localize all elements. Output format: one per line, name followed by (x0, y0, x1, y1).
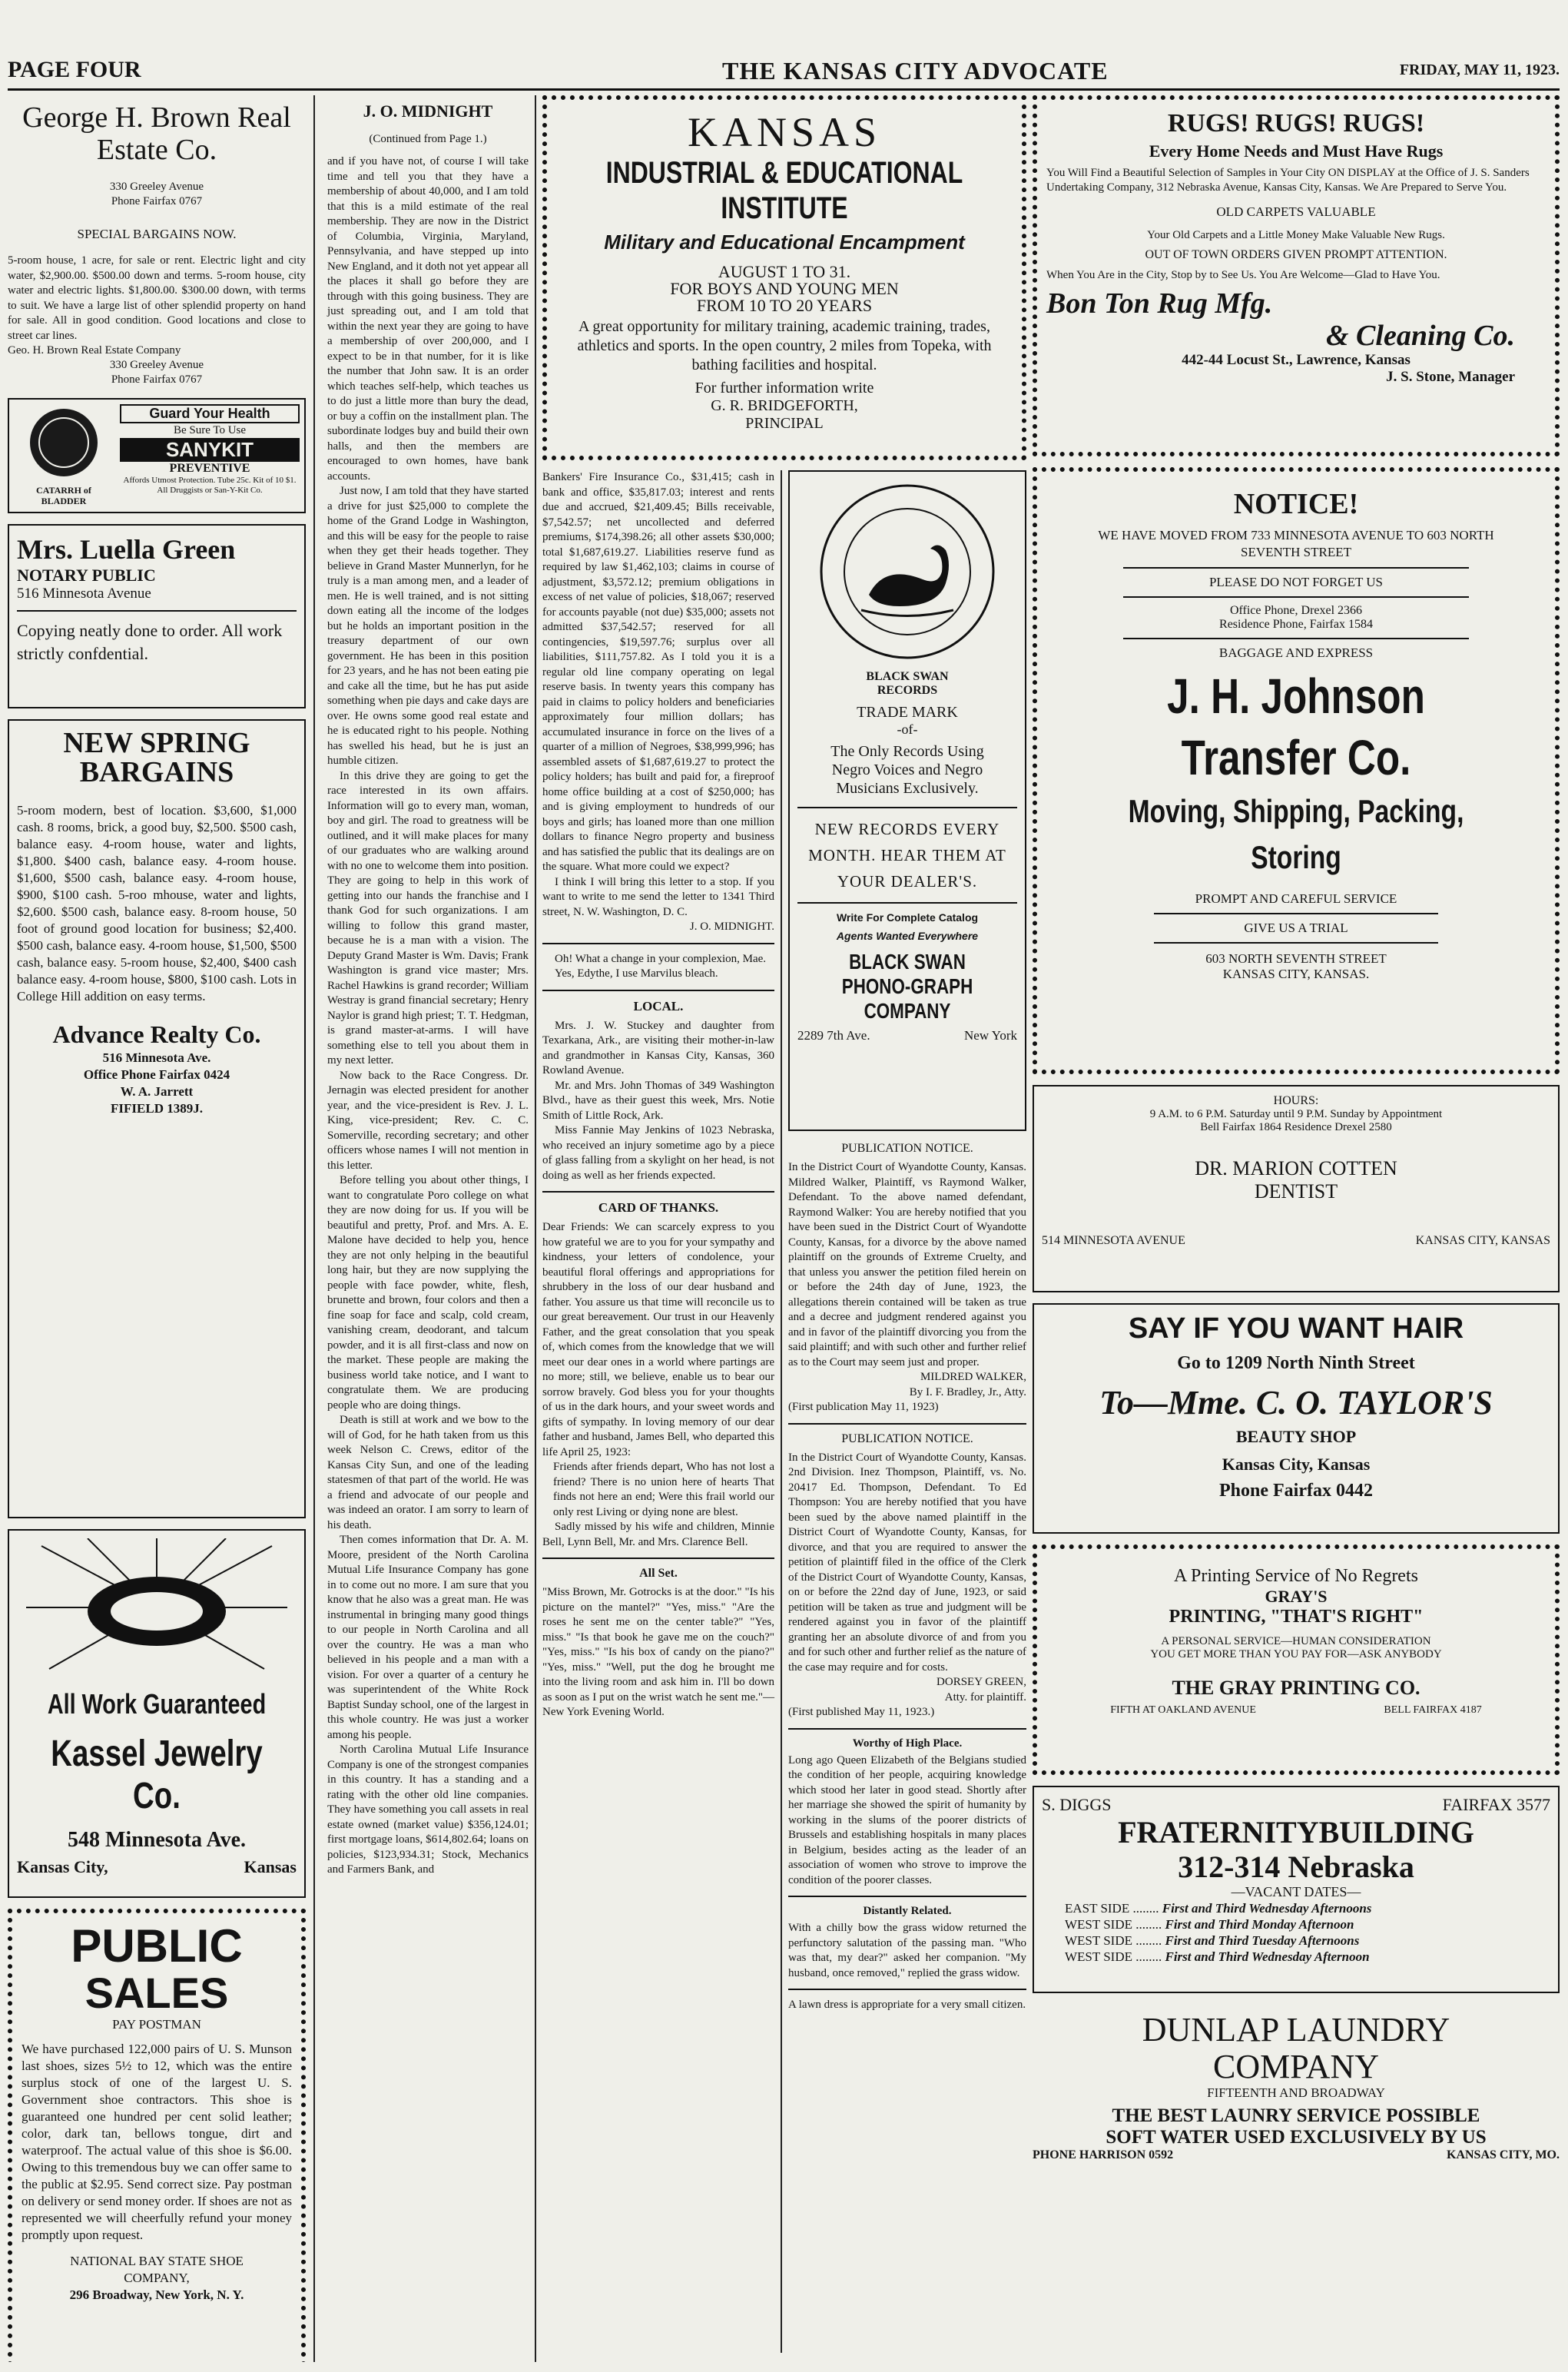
green-notary-ad (8, 524, 306, 708)
rugs-addr: 442-44 Locust St., Lawrence, Kansas (1182, 352, 1411, 368)
dunlap-title-2: COMPANY (1212, 2048, 1379, 2085)
notice-addr-2: KANSAS CITY, KANSAS. (1222, 967, 1370, 981)
brown-special: SPECIAL BARGAINS NOW. (77, 227, 237, 241)
gray-line-5: YOU GET MORE THAN YOU PAY FOR—ASK ANYBODY (1150, 1648, 1442, 1660)
local-p3: Miss Fannie May Jenkins of 1023 Nebraska, who received an injury sometime ago by a piece of glass falling from a skylight on her head, is not doing as well as her friends expected. (542, 1124, 774, 1182)
bankers-yes: Yes, Edythe, I use Marvilus bleach. (555, 967, 718, 980)
cotten-addr-1: 514 MINNESOTA AVENUE (1042, 1234, 1185, 1247)
swan-addr-2: New York (964, 1028, 1017, 1043)
dunlap-line-1: THE BEST LAUNRY SERVICE POSSIBLE (1112, 2105, 1480, 2126)
institute-sub-2: Military and Educational Encampment (604, 231, 965, 254)
gray-line-4: A PERSONAL SERVICE—HUMAN CONSIDERATION (1161, 1635, 1431, 1647)
midnight-body-6: Death is still at work and we bow to the will of God, for he hath taken from us this week Nelson C. Crews, editor of the Kansas City Sun, and one of the leading statesmen of that part of the world. He was a friend and advocate of our people and was indeed an orator. I am sorry to learn of his death. (327, 1414, 529, 1531)
institute-further: For further information write (694, 380, 874, 396)
midnight-body-5: Before telling you about other things, I want to congratulate Poro college on what they are now doing for us. If you will be beautiful and pretty, Prof. and Mrs. A. E. Malone have decided to help you, hence they are not only helping in the beautiful long hair, but they are now supplying the people with face powder, white, flesh, brunette and brown, four colors and then a fine soap for face and scalp, cold cream, vanishing cream, deodorant, and talcum powder, and it is all first-class and now on the market. These people are making the business world take notice, and I want to congratulate them. We are producing people who are doing things. (327, 1174, 529, 1412)
spring-title-2: BARGAINS (79, 756, 234, 788)
column-3-right (788, 470, 1026, 2353)
worthy-body: Long ago Queen Elizabeth of the Belgians studied the condition of her people, acquiring knowledge which stood her later in good stead. Shortly after her marriage she showed the spirit of humanity by working in the slums of the poorer districts of Brussels and establishing hospitals in many places in Belgium, besides acting as the leader of an association of women who strove to improve the condition of the poorer classes. (788, 1753, 1026, 1886)
rugs-ad (1033, 95, 1560, 456)
gray-line-1: A Printing Service of No Regrets (1174, 1566, 1418, 1586)
issue-date: FRIDAY, MAY 11, 1923. (1399, 61, 1560, 78)
sanykit-catarrh: CATARRH of BLADDER (36, 485, 91, 506)
institute-for: FOR BOYS AND YOUNG MEN (670, 279, 899, 298)
midnight-body-8: North Carolina Mutual Life Insurance Company is one of the strongest companies in this country. It has a standing and a rating with the other old line companies. They have something you call assets in real estate owned (market value) $356,124.01; first mortgage loans, $614,802.64; loans on policies, $123,934.31; Stock, Mechanics and Farmers Bank, and (327, 1743, 529, 1876)
spring-bargains-ad (8, 719, 306, 1518)
thanks-sign: Sadly missed by his wife and children, Minnie Bell, Lynn Bell, Mr. and Mrs. Clarence Bell. (542, 1521, 774, 1548)
pub1-atty: By I. F. Bradley, Jr., Atty. (909, 1385, 1026, 1398)
hair-city: Kansas City, Kansas (1222, 1455, 1371, 1474)
sales-title-2: SALES (85, 1969, 229, 2017)
column-4 (1033, 95, 1560, 2362)
kassel-guarantee: All Work Guaranteed (47, 1688, 267, 1720)
allset-title: All Set. (639, 1567, 678, 1580)
kansas-institute-ad (542, 95, 1026, 460)
swan-desc: The Only Records Using Negro Voices and Negro Musicians Exclusively. (830, 743, 984, 797)
notice-forget: PLEASE DO NOT FORGET US (1208, 575, 1384, 589)
bankers-oh: Oh! What a change in your complexion, Mae. (555, 952, 767, 965)
notice-moved: WE HAVE MOVED FROM 733 MINNESOTA AVENUE TO 603 NORTH SEVENTH STREET (1098, 528, 1494, 559)
kassel-jewelry-ad (8, 1529, 306, 1898)
column-1 (8, 95, 315, 2362)
allset-body: "Miss Brown, Mr. Gotrocks is at the door." "Is his picture on the mantel?" "Yes, miss." "Are the roses he sent me on the center table?" "Yes, miss." "Is that book he gave me on the couch?" "Yes, miss." "Is his box of candy on the piano?" "Yes, miss." "Well, put the dog he brought me into the living room and ask him in. I'll bo down as soon as I put on the wrist watch he sent me."—New York Evening World. (542, 1586, 774, 1718)
hair-title: SAY IF YOU WANT HAIR (1128, 1312, 1464, 1345)
spring-r2: Office Phone Fairfax 0424 (83, 1067, 230, 1082)
pub2-atty: Atty. for plaintiff. (944, 1690, 1026, 1704)
hair-shop: BEAUTY SHOP (1235, 1427, 1357, 1446)
notice-office: Office Phone, Drexel 2366 (1229, 604, 1363, 617)
swan-of: -of- (897, 722, 918, 737)
hair-to: To—Mme. C. O. TAYLOR'S (1099, 1384, 1493, 1422)
local-p1: Mrs. J. W. Stuckey and daughter from Texarkana, Ark., are visiting their mother-in-law and grandmother in Kansas City, Kansas, 360 Rowland Avenue. (542, 1019, 774, 1077)
paper-title: THE KANSAS CITY ADVOCATE (722, 57, 1109, 85)
swan-agents: Agents Wanted Everywhere (836, 930, 979, 942)
frat-rows (1042, 1900, 1550, 1965)
brown-body: 5-room house, 1 acre, for sale or rent. Electric light and city water, $2,900.00. $500.00 down and terms. 5-room house, city water and electric lights. $1,800.00. $300.00 down, with terms to suit. We have a large list of other splendid property on hand for sale. All in good condition. Good locations and close to street car lines. (8, 254, 306, 342)
sales-body: We have purchased 122,000 pairs of U. S. Munson last shoes, sizes 5½ to 12, which was the entire surplus stock of one of the largest U. S. Government shoe contractors. This shoe is guaranteed one hundred per cent solid leather; color, dark tan, bellows tongue, dirt and waterproof. The actual value of this shoe is $6.00. Owing to this tremendous buy we can offer same to the public at $2.95. Send correct size. Pay postman on delivery or send money order. If shoes are not as represented we will cheerfully refund your money promptly upon request. (22, 2042, 292, 2242)
black-swan-logo-icon (807, 479, 1007, 664)
spring-r3: W. A. Jarrett (120, 1084, 194, 1099)
rugs-your: Your Old Carpets and a Little Money Make Valuable New Rugs. (1147, 229, 1445, 241)
frat-row: EAST SIDE ........ First and Third Wednesday Afternoons (1065, 1901, 1372, 1916)
dunlap-city: KANSAS CITY, MO. (1447, 2148, 1560, 2161)
brown-sig3: Phone Fairfax 0767 (111, 373, 203, 386)
midnight-body-1: and if you have not, of course I will take time and tell you that they have a membership of about 40,000, and I am told that this is a mild estimate of the real membership. They are now in the District of Columbia, Virginia, Maryland, Pennsylvania, and have stepped up into New England, and it doth not yet appear all the places it shall go before they are through with this going business. They are just spreading out, and I am told that within the next year they are going to have a membership of over 200,000, and I expect to be in that number, for it is like the number that John saw. It is an order which teaches self-help, which teaches us to do just a little more than bury the dead, or buy a coffin on the installment plan. The subordinate lodges buy and build their own halls, and then the members are encouraged to own homes, have bank accounts. (327, 155, 529, 483)
local-p2: Mr. and Mrs. John Thomas of 349 Washington Blvd., have as their guest this week, Mrs. Notie Smith of Little Rock, Ark. (542, 1079, 774, 1122)
pub1-body: In the District Court of Wyandotte County, Kansas. Mildred Walker, Plaintiff, vs Raymond Walker, Defendant. To the above named defendant, Raymond Walker: You are hereby notified that you have been sued in the District Court of Wyandotte County, Kansas, for a divorce by the above named plaintiff on the grounds of Extreme Cruelty, and that unless you answer the petition filed herein on or before the 24th day of June, 1923, the allegations therein contained will be taken as true and a decree and judgment rendered against you and in favor of the plaintiff divorcing you from the said plaintiff; and with such other and further relief as to the Court may seem just and proper. (788, 1161, 1026, 1368)
notice-prompt: PROMPT AND CAREFUL SERVICE (1195, 891, 1397, 906)
frat-vacant: —VACANT DATES— (1231, 1884, 1361, 1899)
spring-realty: Advance Realty Co. (52, 1020, 261, 1048)
cotten-addr-2: KANSAS CITY, KANSAS (1415, 1234, 1550, 1247)
frat-row: WEST SIDE ........ First and Third Monday Afternoon (1065, 1917, 1354, 1932)
midnight-body-3: In this drive they are going to get the race interested in its own affairs. Information will go to every man, woman, boy and girl. The road to greatness will be outlined, and it will make places for many of our graduates who are walking around with no one to welcome them into position. They are going to help in this work of getting into our hands the franchise and I thank God for such organizations. I am willing to follow this grand master, because he is a man with a vision. The Deputy Grand Master is Wm. Davis; Frank Washington is grand vice master; Mrs. Rachel Hawkins is grand recorder; William Westray is grand financial secretary; Henry Naylor is grand high priest; T. T. Hedgman, is grand master-at-arms. I will have something else to tell you about them in my next letter. (327, 769, 529, 1067)
rugs-sub: Every Home Needs and Must Have Rugs (1149, 141, 1444, 161)
dunlap-laundry-ad (1033, 2004, 1560, 2181)
swan-company: BLACK SWAN PHONO-GRAPH COMPANY (841, 950, 973, 1023)
dunlap-phone: PHONE HARRISON 0592 (1033, 2148, 1174, 2161)
kassel-name: Kassel Jewelry Co. (51, 1733, 263, 1816)
cotten-hours: HOURS: (1273, 1094, 1319, 1107)
rugs-old: OLD CARPETS VALUABLE (1216, 204, 1376, 219)
pub1-sign: MILDRED WALKER, (920, 1371, 1026, 1383)
midnight-body-2: Just now, I am told that they have started a drive for just $25,000 to complete the home of the Grand Lodge in Washington, and this will be easy for the people to raise when they get their heads together. They believe in Grand Master Munnerlyn, for he truly is a man among men, and a leader of men. He is well trained, and is not sitting down eating all the income of the lodges but he holds an important position in the treasury department of our own government. He has been in this position for 23 years, and he has not been eating pie and cake all the time, but he has put aside something when pie days and cake days are over. He owns some good real estate and he is educated right to his people. Nothing has swelled his head, but he is just an humble citizen. (327, 485, 529, 767)
black-swan-ad (788, 470, 1026, 1131)
cotten-line-1: 9 A.M. to 6 P.M. Saturday until 9 P.M. Sunday by Appointment (1149, 1108, 1443, 1120)
bankers-body-2: I think I will bring this letter to a stop. If you want to write to me send the letter to 1341 Third street, N. W. Washington, D. C. (542, 875, 774, 918)
notice-title: NOTICE! (1233, 488, 1359, 520)
sanykit-ad (8, 398, 306, 513)
frat-title: FRATERNITYBUILDING (1118, 1815, 1474, 1849)
swan-label-2: RECORDS (877, 684, 938, 697)
sales-company-2: COMPANY, (124, 2271, 190, 2285)
pub2-title: PUBLICATION NOTICE. (841, 1431, 973, 1445)
swan-addr-1: 2289 7th Ave. (797, 1028, 870, 1043)
sanykit-brand: SANYKIT (120, 438, 300, 462)
midnight-title: J. O. MIDNIGHT (363, 101, 493, 121)
midnight-body-4: Now back to the Race Congress. Dr. Jernagin was elected president for another year, and the vice-president is Rev. J. L. King, vice-president; Rev. C. C. Somerville, recording secretary; and other officers whose names I will not mention in this letter. (327, 1069, 529, 1172)
rugs-name-1: Bon Ton Rug Mfg. (1046, 287, 1273, 320)
bankers-body: Bankers' Fire Insurance Co., $31,415; cash in bank and office, $35,817.03; interest and rents due and accrued, $21,409.45; Bills receivable, $7,542.57; net uncollected and deferred premiums, $174,398.26; all other assets $30,000; total $1,687,619.27. Liabilities reserve fund as required by law $1,462,103; claims in course of adjustment, $3,572.12; premium obligations in excess of net value of policies, $18,067; reserved for accounts payable (not due) $35,000; assets not admitted $37,542.57; reserved for all contingencies, $19,597.76; surplus over all liabilities, $111,757.82. As I told you it is a regular old line company operating on legal reserve basis. In twenty years this company has paid in claims to policy holders and beneficiaries approximately four million dollars; has accumulated insurance in force on the lives of a quarter of a million of Negroes, $38,999,996; has assembled assets of $1,687,619.27 to protect the policy holders; has built and paid for, a fireproof home office building at a cost of $250,000; has and is giving employment to hundreds of our boys and girls; has loaned more than one million dollars to finance Negro property and business and has satisfied the public that its dealings are on the square. What more could we expect? (542, 471, 774, 873)
brown-sig1: Geo. H. Brown Real Estate Company (8, 344, 181, 357)
spring-r1: 516 Minnesota Ave. (102, 1050, 211, 1065)
thanks-poem: Friends after friends depart, Who has not lost a friend? There is no union here of hearts That finds not here an end; Were this frail world our only rest Living or dying none are blest. (553, 1461, 774, 1518)
sanykit-small: Affords Utmost Protection. Tube 25c. Kit of 10 $1. All Druggists or San-Y-Kit Co. (123, 476, 297, 495)
rugs-when: When You Are in the City, Stop by to See Us. You Are Welcome—Glad to Have You. (1046, 269, 1440, 281)
pub1-first: (First publication May 11, 1923) (788, 1401, 939, 1413)
swan-label-1: BLACK SWAN (866, 670, 949, 683)
sales-title-1: PUBLIC (71, 1920, 243, 1972)
sales-address: 296 Broadway, New York, N. Y. (69, 2287, 244, 2302)
gray-printing-ad (1033, 1544, 1560, 1775)
bankers-sign: J. O. MIDNIGHT. (689, 921, 774, 933)
gray-addr-2: BELL FAIRFAX 4187 (1384, 1704, 1482, 1716)
taylor-hair-ad (1033, 1303, 1560, 1534)
frat-left: S. DIGGS (1042, 1795, 1112, 1814)
notice-name: J. H. Johnson Transfer Co. (1167, 668, 1425, 785)
dunlap-sub: FIFTEENTH AND BROADWAY (1207, 2085, 1385, 2100)
hair-go: Go to 1209 North Ninth Street (1177, 1353, 1415, 1373)
rugs-body: You Will Find a Beautiful Selection of Samples in Your City ON DISPLAY at the Office of J. S. Sanders Undertaking Company, 312 Nebraska Avenue, Kansas City, Kansas. We Are Prepared to Serve You. (1046, 167, 1530, 194)
kassel-city-2: Kansas (244, 1857, 297, 1876)
brown-real-estate-ad (8, 101, 306, 387)
green-title: Mrs. Luella Green (17, 534, 236, 565)
swan-new: NEW RECORDS EVERY MONTH. HEAR THEM AT YOUR DEALER'S. (808, 820, 1006, 891)
public-sales-ad (8, 1909, 306, 2362)
distantly-body: With a chilly bow the grass widow returned the perfunctory salutation of the passing man. "Who was that, my dear?" asked her companion. "My husband, once removed," replied the grass widow. (788, 1922, 1026, 1979)
notice-baggage: BAGGAGE AND EXPRESS (1218, 645, 1374, 660)
sanykit-seal-icon (18, 404, 110, 481)
column-3-left (542, 470, 782, 2353)
frat-addr: 312-314 Nebraska (1178, 1849, 1414, 1884)
pub2-body: In the District Court of Wyandotte County, Kansas. 2nd Division. Inez Thompson, Plaintiff, vs. No. 20417 Ed. Thompson, Defendant. To Ed Thompson: You are hereby notified that you have been sued by the above named plaintiff in the District Court of Wyandotte County, Kansas, for divorce, and that you are required to answer the petition of plaintiff filed in the office of the Clerk of the District Court of Wyandotte County, Kansas, on or before the 22nd day of June, 1923, or said petition will be taken as true and judgment will be rendered against you in favor of the plaintiff granting her an absolute divorce of and from you and for such other and further relief as the nature of the case may require and for costs. (788, 1451, 1026, 1674)
institute-name: G. R. BRIDGEFORTH, (711, 397, 858, 414)
kassel-address: 548 Minnesota Ave. (67, 1828, 247, 1852)
sanykit-guard: Guard Your Health (120, 404, 300, 423)
distantly-lawn: A lawn dress is appropriate for a very small citizen. (788, 1999, 1026, 2011)
jewelry-ring-icon (26, 1538, 287, 1677)
sales-company-1: NATIONAL BAY STATE SHOE (70, 2254, 244, 2268)
pub2-sign: DORSEY GREEN, (936, 1676, 1026, 1688)
fraternity-building-ad (1033, 1786, 1560, 1993)
rugs-name-2: & Cleaning Co. (1326, 320, 1515, 352)
column-2 (321, 95, 536, 2362)
institute-body: A great opportunity for military training, academic training, trades, athletics and sports. In the open country, 2 miles from Topeka, with bathing facilities and hospital. (577, 318, 992, 373)
frat-right: FAIRFAX 3577 (1442, 1795, 1550, 1814)
spring-body: 5-room modern, best of location. $3,600, $1,000 cash. 8 rooms, brick, a good buy, $2,500. $500 cash, balance easy. 4-room house, water and lights, $1,800. $400 cash, balance easy. 4-room house. $1,600, $500 cash, balance easy. 4-room house, $900, $100 cash. 5-roo mhouse, water and lights, $2,600. $500 cash, balance easy. 8-room house, 50 foot of ground good location for business; $2,400. $500 cash, balance easy. 4-room house, $1,500, $500 cash, balance easy. 5-room house, $2,400, $400 cash balance easy. 4-room house, $800, $100 cash. Lots in College Hill addition on easy terms. (17, 803, 297, 1004)
green-body: Copying neatly done to order. All work strictly confdential. (17, 621, 283, 663)
thanks-title: CARD OF THANKS. (598, 1200, 719, 1215)
brown-sig2: 330 Greeley Avenue (109, 359, 204, 371)
cotten-line-2: Bell Fairfax 1864 Residence Drexel 2580 (1200, 1121, 1392, 1133)
pub2-first: (First published May 11, 1923.) (788, 1706, 935, 1718)
institute-sub-1: INDUSTRIAL & EDUCATIONAL INSTITUTE (605, 156, 963, 225)
brown-phone: Phone Fairfax 0767 (111, 195, 203, 207)
rugs-out: OUT OF TOWN ORDERS GIVEN PROMPT ATTENTION. (1145, 248, 1447, 261)
cotten-dentist-ad (1033, 1085, 1560, 1292)
column-3 (542, 95, 1026, 2362)
green-address: 516 Minnesota Avenue (17, 586, 151, 602)
notice-trial: GIVE US A TRIAL (1244, 921, 1348, 935)
rugs-title: RUGS! RUGS! RUGS! (1167, 109, 1425, 138)
cotten-title: DENTIST (1254, 1180, 1338, 1203)
swan-write: Write For Complete Catalog (836, 911, 979, 924)
institute-dates: AUGUST 1 TO 31. (718, 262, 851, 281)
distantly-title: Distantly Related. (863, 1905, 952, 1917)
gray-name: THE GRAY PRINTING CO. (1172, 1677, 1420, 1699)
notice-res: Residence Phone, Fairfax 1584 (1219, 618, 1373, 631)
spring-r4: FIFIELD 1389J. (111, 1101, 203, 1116)
cotten-name: DR. MARION COTTEN (1195, 1157, 1397, 1179)
worthy-title: Worthy of High Place. (852, 1737, 963, 1750)
sanykit-preventive: PREVENTIVE (169, 462, 250, 475)
notice-services: Moving, Shipping, Packing, Storing (1128, 793, 1464, 875)
pub1-title: PUBLICATION NOTICE. (841, 1142, 973, 1155)
page-number: PAGE FOUR (8, 57, 141, 82)
thanks-body: Dear Friends: We can scarcely express to you how grateful we are to you for your sympathy and kindness, your letters of condolence, your beautiful floral offerings and appropriations for shrubbery in the loss of our dear husband and father. You assure us that time will reconcile us to our great bereavement. Our trust in our Heavenly Father, and the great consolation that you speak of, which comes from the knowledge that we will meet our dear ones in a world where partings are no more; still, we believe, enable us to bear our sorrow bravely. God bless you for your thoughts of us in the dark hours, and your sweet words and gifts of sympathy. In loving memory of our dear father and husband, James Bell, who departed this life April 25, 1923: (542, 1221, 774, 1458)
midnight-cont: (Continued from Page 1.) (369, 133, 487, 145)
hair-phone: Phone Fairfax 0442 (1219, 1481, 1373, 1501)
green-sub: NOTARY PUBLIC (17, 566, 156, 585)
gray-addr-1: FIFTH AT OAKLAND AVENUE (1110, 1704, 1256, 1716)
institute-title-2: PRINCIPAL (745, 415, 824, 432)
sales-sub: PAY POSTMAN (112, 2017, 201, 2032)
spring-title-1: NEW SPRING (63, 727, 250, 759)
gray-line-3: PRINTING, "THAT'S RIGHT" (1169, 1607, 1424, 1627)
gray-line-2: GRAY'S (1265, 1587, 1328, 1606)
brown-title: George H. Brown Real Estate Co. (22, 101, 291, 166)
dunlap-line-2: SOFT WATER USED EXCLUSIVELY BY US (1106, 2127, 1487, 2148)
brown-address: 330 Greeley Avenue (109, 181, 204, 193)
frat-row: WEST SIDE ........ First and Third Tuesday Afternoons (1065, 1933, 1360, 1948)
frat-row: WEST SIDE ........ First and Third Wednesday Afternoon (1065, 1949, 1370, 1964)
rugs-mgr: J. S. Stone, Manager (1386, 369, 1515, 385)
kassel-city-1: Kansas City, (17, 1857, 108, 1876)
swan-trade: TRADE MARK (857, 704, 958, 721)
sanykit-besure: Be Sure To Use (173, 424, 247, 436)
dunlap-title-1: DUNLAP LAUNDRY (1142, 2011, 1450, 2049)
midnight-body-7: Then comes information that Dr. A. M. Moore, president of the North Carolina Mutual Life Insurance Company has gone in to come out no more. I am sure that you know that he also was a great man. He was instrumental in bringing many good things to our people in North Carolina and all over the country. He was a man who believed in his people and a man with a vision. For over a quarter of a century he was superintendent of the White Rock Baptist Sunday school, one of the largest in this whole country. He was just a worker among his people. (327, 1534, 529, 1741)
johnson-transfer-ad (1033, 467, 1560, 1074)
institute-ages: FROM 10 TO 20 YEARS (696, 296, 873, 315)
local-title: LOCAL. (633, 998, 684, 1013)
masthead (8, 51, 1560, 91)
institute-title: KANSAS (687, 109, 882, 155)
notice-addr-1: 603 NORTH SEVENTH STREET (1205, 951, 1387, 966)
